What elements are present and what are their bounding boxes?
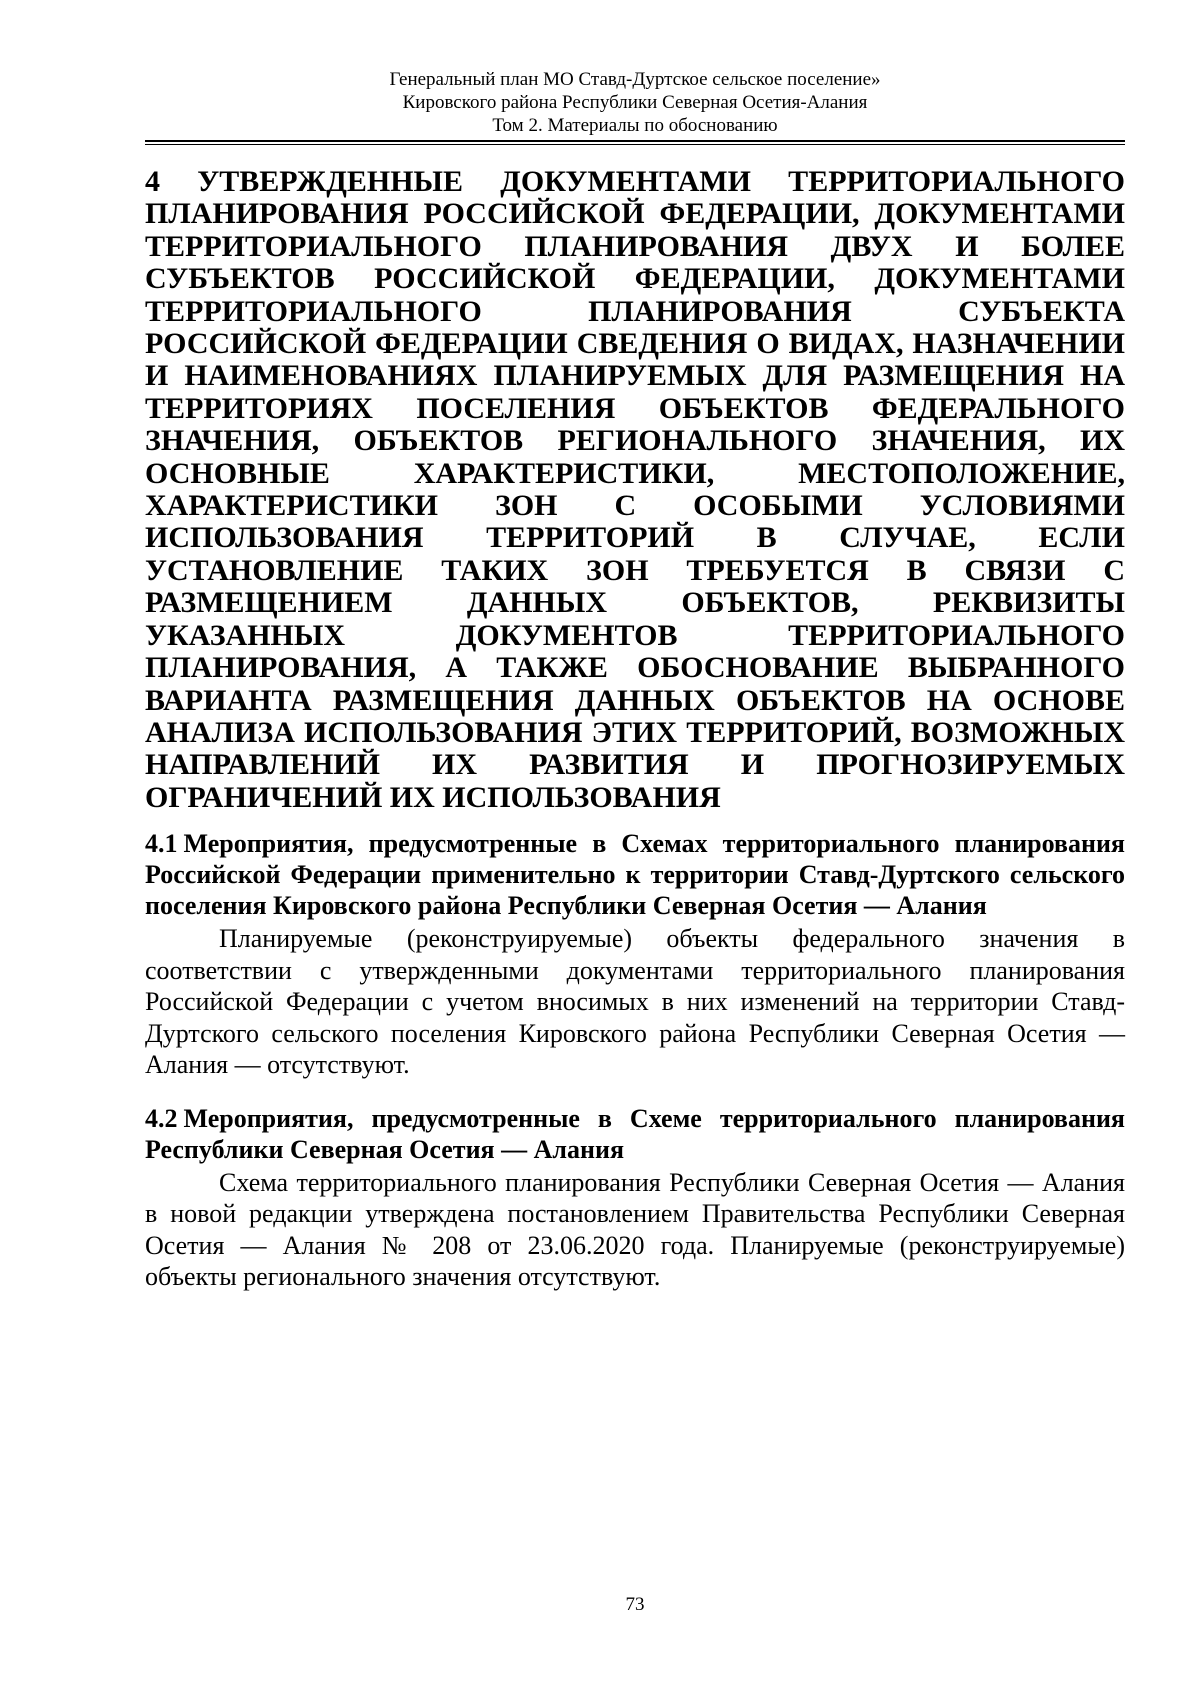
section-heading — [145, 1103, 1125, 1165]
section-number: 4.2 — [145, 1103, 178, 1133]
section-4-2 — [145, 1103, 1125, 1293]
section-paragraph: Схема территориального планирования Республики Северная Осетия — Алания в новой редакции утверждена постановлением Правительства Республики Северная Осетия — Алания № 208 от 23.06.2020 года. Планируемые (реконструируемые) объекты регионального значения отсутствуют. — [145, 1167, 1125, 1292]
section-4-1 — [145, 828, 1125, 1081]
section-heading — [145, 828, 1125, 921]
chapter-title: 4 УТВЕРЖДЕННЫЕ ДОКУМЕНТАМИ ТЕРРИТОРИАЛЬНОГО ПЛАНИРОВАНИЯ РОССИЙСКОЙ ФЕДЕРАЦИИ, ДОКУМЕНТАМИ ТЕРРИТОРИАЛЬНОГО ПЛАНИРОВАНИЯ ДВУХ И БОЛЕЕ СУБЪЕКТОВ РОССИЙСКОЙ ФЕДЕРАЦИИ, ДОКУМЕНТАМИ ТЕРРИТОРИАЛЬНОГО ПЛАНИРОВАНИЯ СУБЪЕКТА РОССИЙСКОЙ ФЕДЕРАЦИИ СВЕДЕНИЯ О ВИДАХ, НАЗНАЧЕНИИ И НАИМЕНОВАНИЯХ ПЛАНИРУЕМЫХ ДЛЯ РАЗМЕЩЕНИЯ НА ТЕРРИТОРИЯХ ПОСЕЛЕНИЯ ОБЪЕКТОВ ФЕДЕРАЛЬНОГО ЗНАЧЕНИЯ, ОБЪЕКТОВ РЕГИОНАЛЬНОГО ЗНАЧЕНИЯ, ИХ ОСНОВНЫЕ ХАРАКТЕРИСТИКИ, МЕСТОПОЛОЖЕНИЕ, ХАРАКТЕРИСТИКИ ЗОН С ОСОБЫМИ УСЛОВИЯМИ ИСПОЛЬЗОВАНИЯ ТЕРРИТОРИЙ В СЛУЧАЕ, ЕСЛИ УСТАНОВЛЕНИЕ ТАКИХ ЗОН ТРЕБУЕТСЯ В СВЯЗИ С РАЗМЕЩЕНИЕМ ДАННЫХ ОБЪЕКТОВ, РЕКВИЗИТЫ УКАЗАННЫХ ДОКУМЕНТОВ ТЕРРИТОРИАЛЬНОГО ПЛАНИРОВАНИЯ, А ТАКЖЕ ОБОСНОВАНИЕ ВЫБРАННОГО ВАРИАНТА РАЗМЕЩЕНИЯ ДАННЫХ ОБЪЕКТОВ НА ОСНОВЕ АНАЛИЗА ИСПОЛЬЗОВАНИЯ ЭТИХ ТЕРРИТОРИЙ, ВОЗМОЖНЫХ НАПРАВЛЕНИЙ ИХ РАЗВИТИЯ И ПРОГНОЗИРУЕМЫХ ОГРАНИЧЕНИЙ ИХ ИСПОЛЬЗОВАНИЯ — [145, 165, 1125, 814]
section-title-text: Мероприятия, предусмотренные в Схемах территориального планирования Российской Федерации применительно к территории Ставд-Дуртского сельского поселения Кировского района Республики Северная Осетия — Алания — [145, 829, 1125, 921]
document-page — [145, 0, 1125, 1697]
section-number: 4.1 — [145, 829, 178, 859]
header-rule-thick — [145, 140, 1125, 142]
section-paragraph: Планируемые (реконструируемые) объекты федерального значения в соответствии с утвержденными документами территориального планирования Российской Федерации с учетом вносимых в них изменений на территории Ставд-Дуртского сельского поселения Кировского района Республики Северная Осетия — Алания — отсутствуют. — [145, 924, 1125, 1080]
page-number: 73 — [625, 1594, 645, 1615]
running-header-line-2: Кировского района Республики Северная Осетия-Алания — [402, 92, 868, 113]
header-rule-thin — [145, 144, 1125, 145]
section-title-text: Мероприятия, предусмотренные в Схеме территориального планирования Республики Северная Осетия — Алания — [145, 1103, 1125, 1164]
running-header-line-3: Том 2. Материалы по обоснованию — [492, 115, 778, 136]
running-header-line-1: Генеральный план МО Ставд-Дуртское сельское поселение» — [389, 69, 881, 90]
running-header — [145, 68, 1125, 137]
page-content — [145, 166, 1125, 1293]
header-double-rule — [145, 140, 1125, 147]
